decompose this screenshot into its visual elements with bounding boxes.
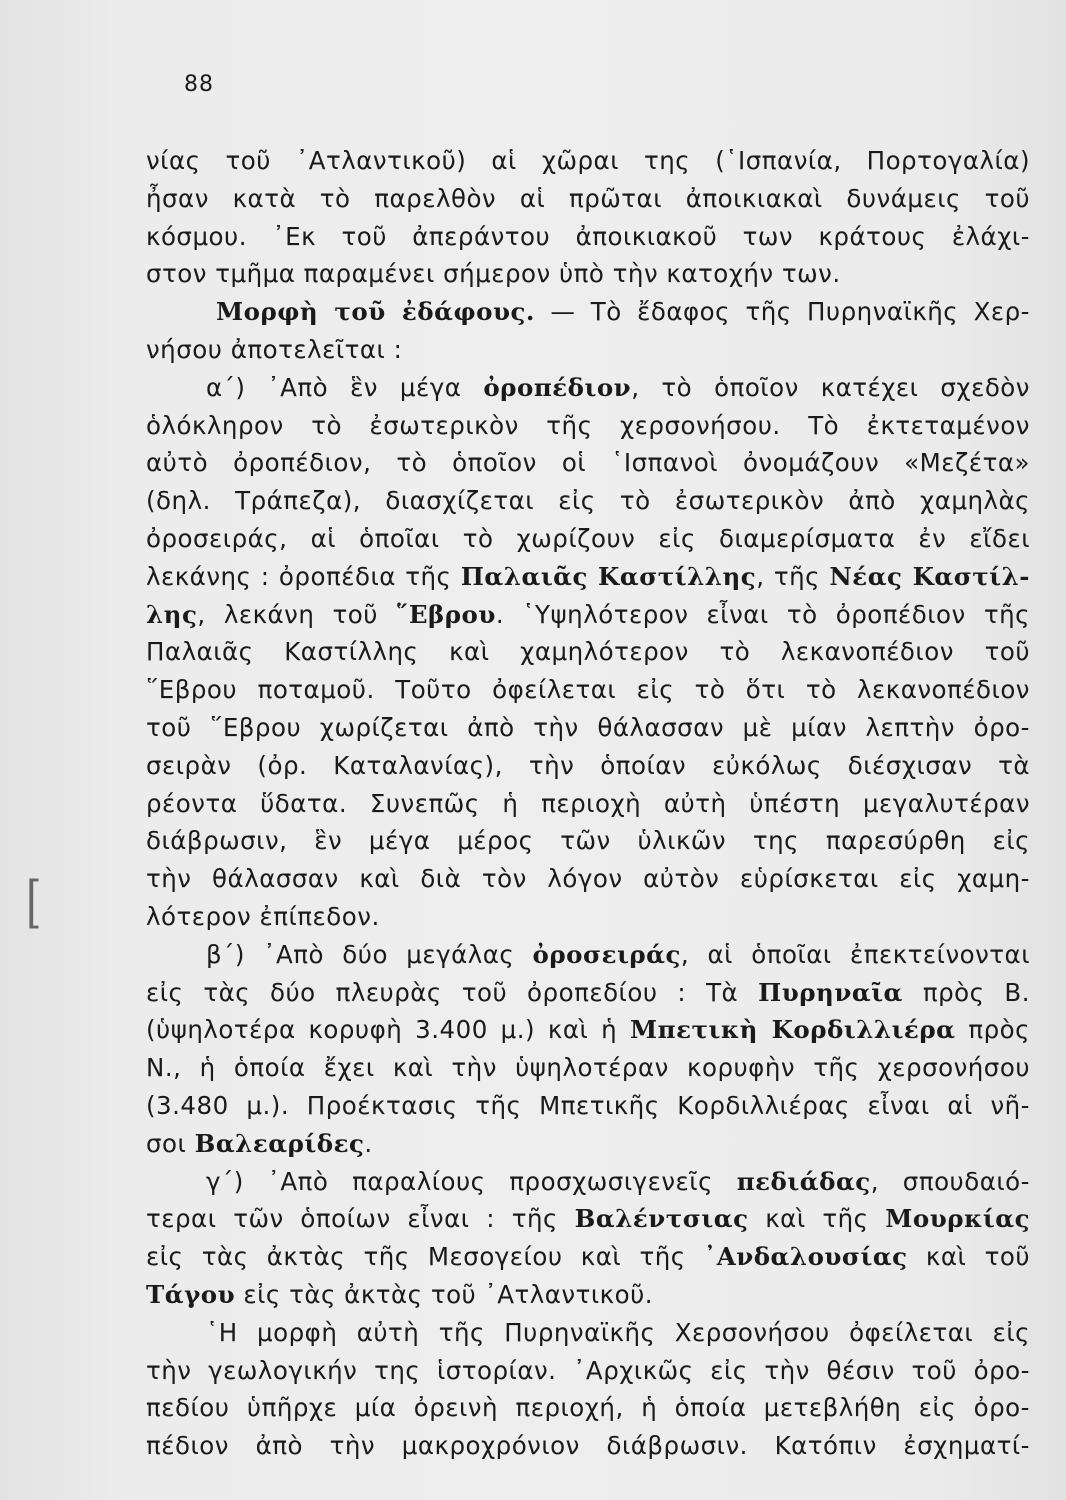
text-run: , τῆς [756,561,830,591]
text-line [146,482,1030,520]
text-line [146,1427,1030,1465]
text-line [146,785,1030,823]
text-run: . [364,1128,373,1158]
text-run: κόσμου. ᾽Εκ τοῦ ἀπεράντου ἀποικιακοῦ των κράτους ἐλάχι- [146,221,1030,251]
bold-term: ὀροπέδιον [483,372,632,402]
text-run: — Τὸ ἔδαφος τῆς Πυρηναϊκῆς Χερ- [534,297,1030,327]
text-run: ἦσαν κατὰ τὸ παρελθὸν αἱ πρῶται ἀποικιακαὶ δυνάμεις τοῦ [146,183,1030,213]
text-run: εἰς τὰς δύο πλευρὰς τοῦ ὀροπεδίου : Τὰ [146,977,759,1007]
text-line [146,671,1030,709]
text-run: τεραι τῶν ὁποίων εἶναι : τῆς [146,1204,575,1234]
text-run: σοι [146,1128,195,1158]
text-line [146,1049,1030,1087]
text-run: , αἱ ὁποῖαι ἐπεκτείνονται [680,939,1030,969]
text-line [146,218,1030,256]
text-run: . ῾Υψηλότερον εἶναι τὸ ὀροπέδιον τῆς [495,599,1030,629]
bold-term: Παλαιᾶς Καστίλλης [460,561,757,591]
text-run: ῾Η μορφὴ αὐτὴ τῆς Πυρηναϊκῆς Χερσονήσου ὀφείλεται εἰς [206,1317,1030,1347]
text-run: , τὸ ὁποῖον κατέχει σχεδὸν [631,372,1030,402]
text-line [146,1125,1030,1163]
text-run: (ὑψηλοτέρα κορυφὴ 3.400 μ.) καὶ ἡ [146,1015,631,1045]
text-line [146,142,1030,180]
text-line [146,180,1030,218]
text-line [146,255,1030,293]
text-line [146,974,1030,1012]
text-line [146,407,1030,445]
text-run: α΄) ᾽Απὸ ἓν μέγα [206,372,484,402]
text-line [146,369,1030,407]
text-line [146,1200,1030,1238]
text-run: ὁλόκληρον τὸ ἐσωτερικὸν τῆς χερσονήσου. Τὸ ἐκτεταμένον [146,410,1030,440]
text-run: τὴν θάλασσαν καὶ διὰ τὸν λόγον αὐτὸν εὑρίσκεται εἰς χαμη- [146,864,1030,894]
text-line [146,1011,1030,1049]
text-run: πέδιον ἀπὸ τὴν μακροχρόνιον διάβρωσιν. Κατόπιν ἐσχηματί- [146,1431,1030,1461]
text-line [146,1238,1030,1276]
text-line [146,1276,1030,1314]
text-run: , σπουδαιό- [870,1166,1030,1196]
text-run: διάβρωσιν, ἓν μέγα μέρος τῶν ὑλικῶν της παρεσύρθη εἰς [146,826,1030,856]
body-text [146,142,1030,1465]
text-line [146,1352,1030,1390]
text-line [146,633,1030,671]
bold-term: Μουρκίας [885,1204,1030,1234]
text-run: γ΄) ᾽Απὸ παραλίους προσχωσιγενεῖς [206,1166,737,1196]
text-run: καὶ τῆς [748,1204,886,1234]
text-line [146,1314,1030,1352]
text-run: ῞Εβρου ποταμοῦ. Τοῦτο ὀφείλεται εἰς τὸ ὅτι τὸ λεκανοπέδιον [146,675,1030,705]
text-run: (δηλ. Τράπεζα), διασχίζεται εἰς τὸ ἐσωτερικὸν ἀπὸ χαμηλὰς [146,486,1030,516]
margin-pencil-mark: [ [26,870,42,936]
text-run: λότερον ἐπίπεδον. [146,901,380,931]
text-run: αὐτὸ ὀροπέδιον, τὸ ὁποῖον οἱ ῾Ισπανοὶ ὀνομάζουν «Μεζέτα» [146,448,1030,478]
text-run: λεκάνης : ὀροπέδια τῆς [146,561,461,591]
bold-term: Νέας Καστίλ- [829,561,1030,591]
bold-term: Βαλεαρίδες [194,1128,365,1158]
text-run: εἰς τὰς ἀκτὰς τῆς Μεσογείου καὶ τῆς [146,1242,704,1272]
text-run: σειρὰν (ὀρ. Καταλανίας), τὴν ὁποίαν εὐκόλως διέσχισαν τὰ [146,750,1030,780]
text-run: καὶ τοῦ [907,1242,1030,1272]
text-run: νίας τοῦ ᾽Ατλαντικοῦ) αἱ χῶραι της (῾Ισπανία, Πορτογαλία) [146,146,1030,175]
text-run: Ν., ἡ ὁποία ἔχει καὶ τὴν ὑψηλοτέραν κορυφὴν τῆς χερσονήσου [146,1053,1030,1083]
bold-term: λης [146,599,198,629]
page-number: 88 [184,72,214,97]
text-line [146,898,1030,936]
text-line [146,1087,1030,1125]
bold-term: Βαλέντσιας [574,1204,749,1234]
text-line [146,860,1030,898]
text-line [146,709,1030,747]
text-run: εἰς τὰς ἀκτὰς τοῦ ᾽Ατλαντικοῦ. [235,1279,654,1309]
text-line [146,1163,1030,1201]
text-run: Παλαιᾶς Καστίλλης καὶ χαμηλότερον τὸ λεκανοπέδιον τοῦ [146,637,1030,667]
text-run: τὴν γεωλογικήν της ἱστορίαν. ᾽Αρχικῶς εἰς τὴν θέσιν τοῦ ὀρο- [146,1355,1030,1385]
text-run: ὀροσειράς, αἱ ὁποῖαι τὸ χωρίζουν εἰς διαμερίσματα ἐν εἴδει [146,523,1030,553]
text-line [146,520,1030,558]
bold-term: Μπετικὴ Κορδιλλιέρα [630,1015,956,1045]
text-run: ρέοντα ὕδατα. Συνεπῶς ἡ περιοχὴ αὐτὴ ὑπέστη μεγαλυτέραν [146,788,1030,818]
text-run: (3.480 μ.). Προέκτασις τῆς Μπετικῆς Κορδιλλιέρας εἶναι αἱ νῆ- [146,1090,1030,1120]
text-line [146,747,1030,785]
text-line [146,444,1030,482]
text-run: β΄) ᾽Απὸ δύο μεγάλας [206,939,533,969]
text-run: νήσου ἀποτελεῖται : [146,334,403,364]
bold-term: Πυρηναῖα [758,977,903,1007]
text-line [146,822,1030,860]
text-line [146,1389,1030,1427]
bold-term: ὀροσειράς [532,939,681,969]
bold-term: Τάγου [146,1279,236,1309]
text-run: πεδίου ὑπῆρχε μία ὀρεινὴ περιοχή, ἡ ὁποία μετεβλήθη εἰς ὀρο- [146,1393,1030,1423]
bold-term: πεδιάδας [736,1166,871,1196]
text-line [146,331,1030,369]
text-run: πρὸς [955,1015,1030,1045]
bold-term: ᾽Ανδαλουσίας [703,1242,908,1272]
text-run: στον τμῆμα παραμένει σήμερον ὑπὸ τὴν κατοχήν των. [146,259,841,289]
text-run: πρὸς Β. [902,977,1031,1007]
text-line [146,293,1030,331]
section-heading: Μορφὴ τοῦ ἐδάφους. [216,297,535,327]
text-line [146,596,1030,634]
text-line [146,936,1030,974]
bold-term: ῞Εβρου [396,599,496,629]
text-run: τοῦ ῞Εβρου χωρίζεται ἀπὸ τὴν θάλασσαν μὲ μίαν λεπτὴν ὀρο- [146,712,1030,742]
text-line [146,558,1030,596]
text-run: , λεκάνη τοῦ [197,599,397,629]
